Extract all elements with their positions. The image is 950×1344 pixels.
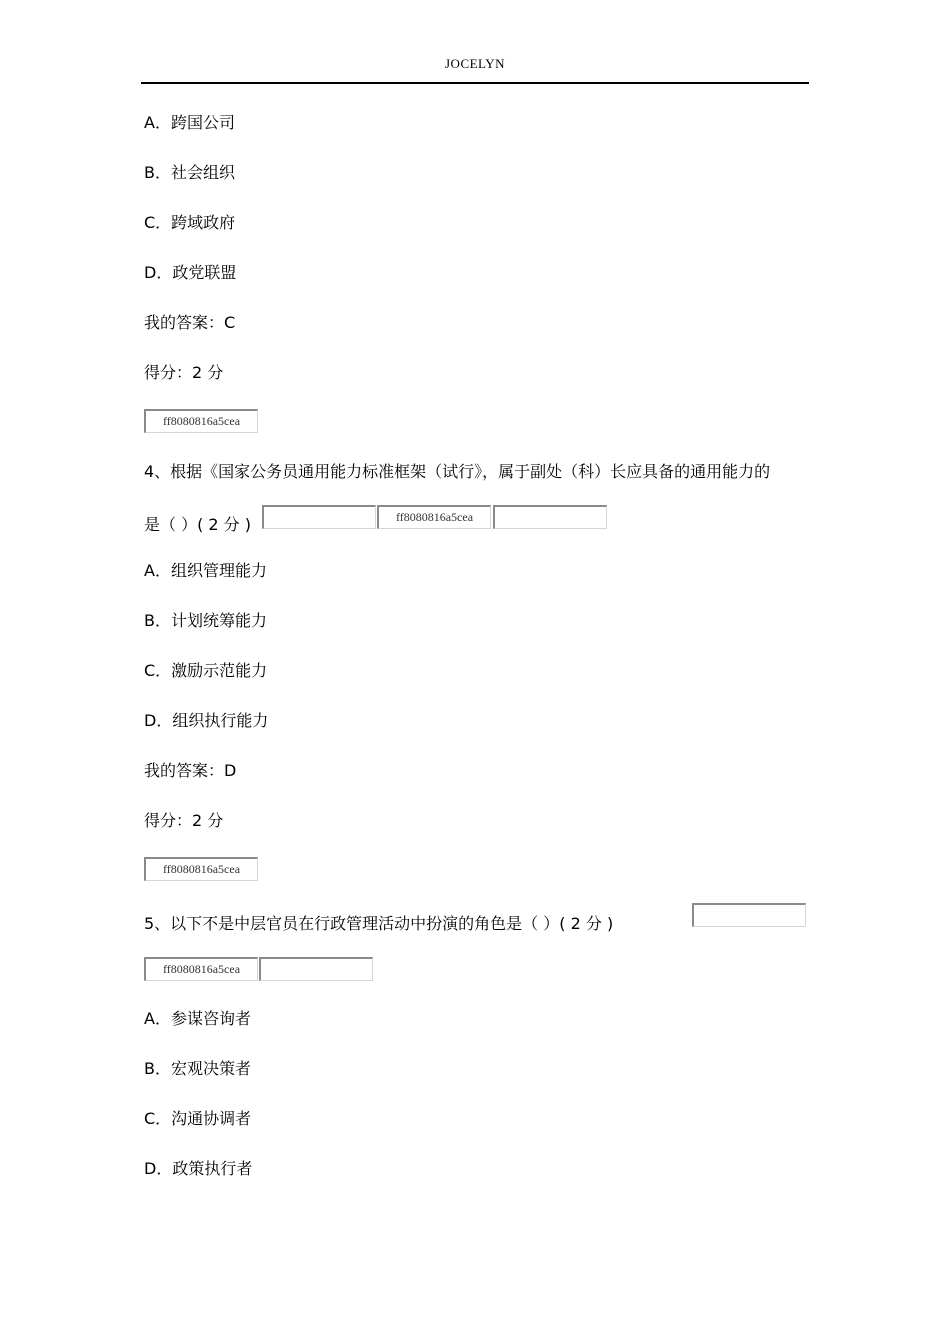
option-b: B．计划统筹能力 <box>144 611 267 630</box>
my-answer: 我的答案：C <box>144 313 236 332</box>
answer-field-1[interactable] <box>262 505 376 529</box>
answer-field-2[interactable] <box>493 505 607 529</box>
score: 得分：2 分 <box>144 363 224 382</box>
answer-field-2[interactable] <box>259 957 373 981</box>
answer-field-1[interactable] <box>692 903 806 927</box>
my-answer: 我的答案：D <box>144 761 237 780</box>
option-d: D．政策执行者 <box>144 1159 253 1178</box>
option-c: C．跨域政府 <box>144 213 236 232</box>
option-c: C．沟通协调者 <box>144 1109 252 1128</box>
question-text-line1: 4、根据《国家公务员通用能力标准框架（试行》，属于副处（科）长应具备的通用能力的 <box>144 462 771 481</box>
code-field[interactable]: ff8080816a5cea <box>377 505 491 529</box>
header-divider <box>141 82 809 84</box>
option-c: C．激励示范能力 <box>144 661 268 680</box>
question-text: 5、以下不是中层官员在行政管理活动中扮演的角色是（ ）( 2 分 ) <box>144 914 614 933</box>
header-title: JOCELYN <box>445 56 505 71</box>
code-field[interactable]: ff8080816a5cea <box>144 857 258 881</box>
question-text-line2: 是（ ）( 2 分 ) <box>144 515 252 534</box>
option-b: B．宏观决策者 <box>144 1059 251 1078</box>
option-a: A．参谋咨询者 <box>144 1009 251 1028</box>
option-a: A．跨国公司 <box>144 113 235 132</box>
score: 得分：2 分 <box>144 811 224 830</box>
code-field[interactable]: ff8080816a5cea <box>144 957 258 981</box>
option-d: D．组织执行能力 <box>144 711 269 730</box>
option-d: D．政党联盟 <box>144 263 237 282</box>
option-b: B．社会组织 <box>144 163 235 182</box>
code-field[interactable]: ff8080816a5cea <box>144 409 258 433</box>
option-a: A．组织管理能力 <box>144 561 267 580</box>
